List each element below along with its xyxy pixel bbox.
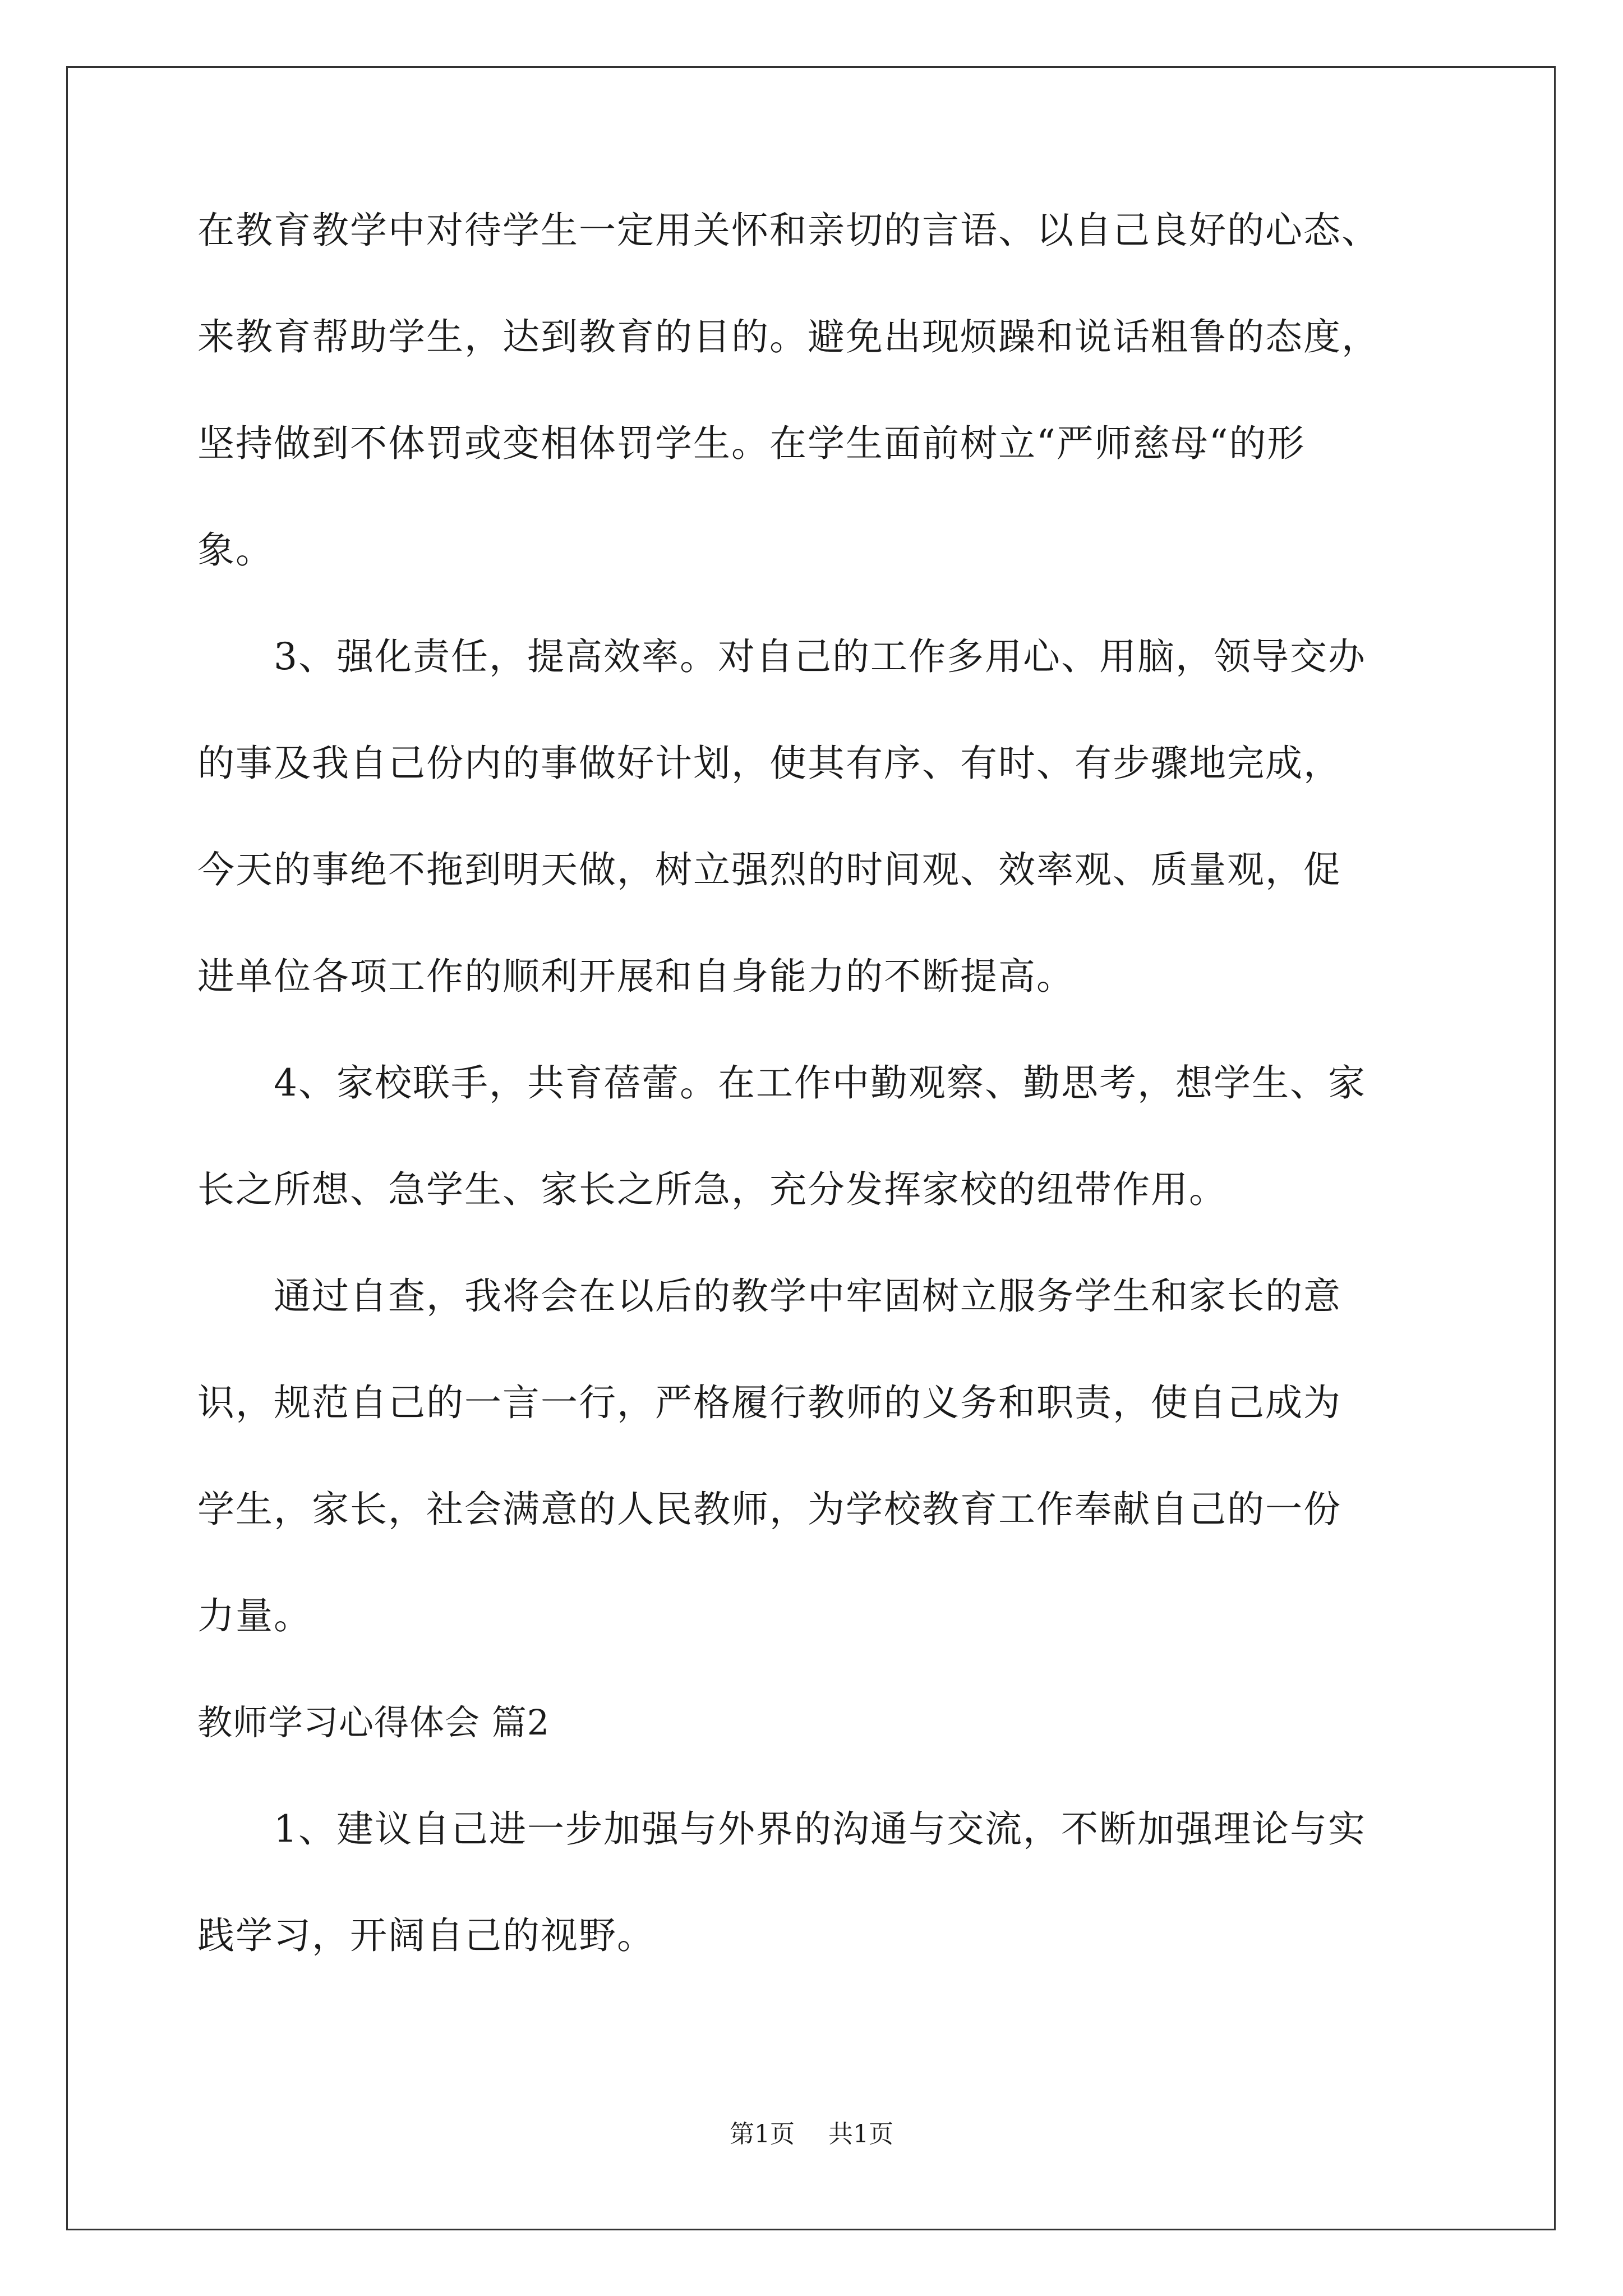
paragraph-line: 坚持做到不体罚或变相体罚学生。在学生面前树立“严师慈母“的形 bbox=[197, 422, 1306, 465]
paragraph-line: 践学习，开阔自己的视野。 bbox=[197, 1914, 655, 1957]
document-body bbox=[197, 209, 1453, 2024]
paragraph-line: 4、家校联手，共育蓓蕾。在工作中勤观察、勤思考，想学生、家 bbox=[274, 1061, 1366, 1105]
paragraph-line: 进单位各项工作的顺利开展和自身能力的不断提高。 bbox=[197, 955, 1075, 998]
paragraph-line: 识，规范自己的一言一行，严格履行教师的义务和职责，使自己成为 bbox=[197, 1381, 1341, 1424]
paragraph-line: 在教育教学中对待学生一定用关怀和亲切的言语、以自己良好的心态、 bbox=[197, 209, 1380, 252]
paragraph-line: 通过自查，我将会在以后的教学中牢固树立服务学生和家长的意 bbox=[274, 1274, 1341, 1318]
paragraph-line: 3、强化责任，提高效率。对自己的工作多用心、用脑，领导交办 bbox=[274, 635, 1366, 678]
paragraph-line: 来教育帮助学生，达到教育的目的。避免出现烦躁和说话粗鲁的态度， bbox=[197, 315, 1380, 358]
page-number: 第1页 bbox=[730, 2120, 795, 2148]
section-heading: 教师学习心得体会 篇2 bbox=[197, 1702, 550, 1743]
paragraph-line: 长之所想、急学生、家长之所急，充分发挥家校的纽带作用。 bbox=[197, 1168, 1227, 1211]
paragraph-line: 今天的事绝不拖到明天做，树立强烈的时间观、效率观、质量观，促 bbox=[197, 848, 1341, 891]
paragraph-line: 力量。 bbox=[197, 1594, 312, 1637]
page-footer bbox=[0, 2120, 1623, 2148]
paragraph-line: 象。 bbox=[197, 528, 274, 572]
paragraph-line: 的事及我自己份内的事做好计划，使其有序、有时、有步骤地完成， bbox=[197, 742, 1341, 785]
page-total: 共1页 bbox=[828, 2120, 893, 2148]
paragraph-line: 学生，家长，社会满意的人民教师，为学校教育工作奉献自己的一份 bbox=[197, 1488, 1341, 1531]
paragraph-line: 1、建议自己进一步加强与外界的沟通与交流，不断加强理论与实 bbox=[274, 1807, 1366, 1851]
